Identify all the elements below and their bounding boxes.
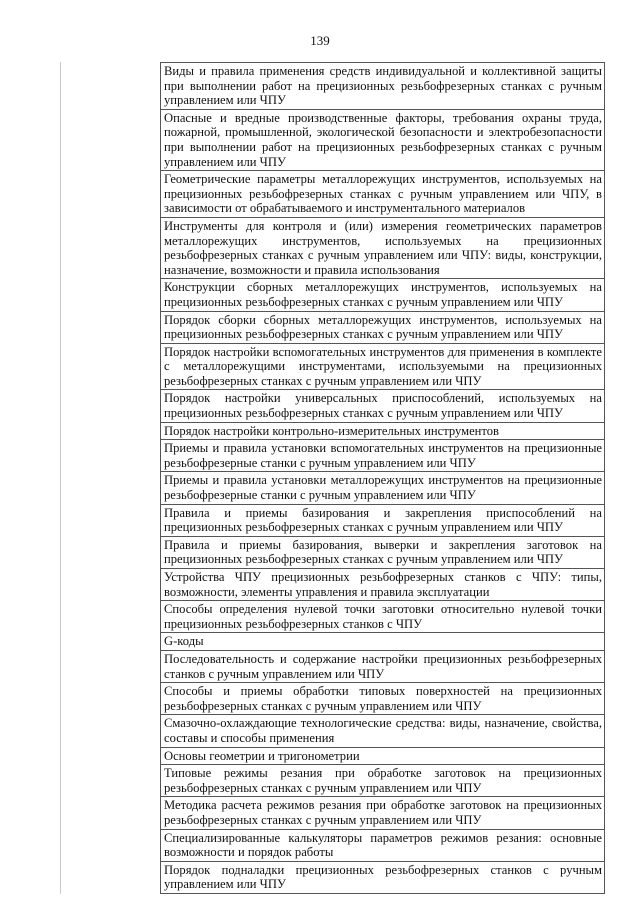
- table-row: Правила и приемы базирования, выверки и закрепления заготовок на прецизионных резьбофрезерных станках с ручным управлением или ЧПУ: [160, 536, 605, 568]
- table-row: Устройства ЧПУ прецизионных резьбофрезерных станков с ЧПУ: типы, возможности, элементы управления и правила эксплуатации: [160, 568, 605, 600]
- table-row: Методика расчета режимов резания при обработке заготовок на прецизионных резьбофрезерных станках с ручным управлением или ЧПУ: [160, 796, 605, 828]
- table-row: Способы определения нулевой точки заготовки относительно нулевой точки прецизионных резьбофрезерных станков с ЧПУ: [160, 600, 605, 632]
- table-row: Порядок подналадки прецизионных резьбофрезерных станков с ручным управлением или ЧПУ: [160, 861, 605, 894]
- page-number: 139: [310, 33, 330, 48]
- knowledge-table: [160, 62, 605, 894]
- table-row: Опасные и вредные производственные факторы, требования охраны труда, пожарной, промышленной, экологической безопасности и электробезопасности при выполнении работ на прецизионных резьбофрезерных станках с ручным управлением или ЧПУ: [160, 109, 605, 170]
- table-row: Порядок настройки вспомогательных инструментов для применения в комплекте с металлорежущими инструментами, используемыми на прецизионных резьбофрезерных станках с ручным управлением или ЧПУ: [160, 343, 605, 390]
- table-row: Правила и приемы базирования и закрепления приспособлений на прецизионных резьбофрезерных станках с ручным управлением или ЧПУ: [160, 504, 605, 536]
- table-row: Основы геометрии и тригонометрии: [160, 747, 605, 765]
- table-row: Последовательность и содержание настройки прецизионных резьбофрезерных станков с ручным управлением или ЧПУ: [160, 650, 605, 682]
- table-row: Специализированные калькуляторы параметров режимов резания: основные возможности и порядок работы: [160, 829, 605, 861]
- table-row: Типовые режимы резания при обработке заготовок на прецизионных резьбофрезерных станках с ручным управлением или ЧПУ: [160, 764, 605, 796]
- table-row: Порядок настройки контрольно-измерительных инструментов: [160, 422, 605, 440]
- table-row: Приемы и правила установки вспомогательных инструментов на прецизионные резьбофрезерные станки с ручным управлением или ЧПУ: [160, 439, 605, 471]
- table-row: G-коды: [160, 632, 605, 650]
- table-row: Приемы и правила установки металлорежущих инструментов на прецизионные резьбофрезерные станки с ручным управлением или ЧПУ: [160, 471, 605, 503]
- table-row: Конструкции сборных металлорежущих инструментов, используемых на прецизионных резьбофрезерных станках с ручным управлением или ЧПУ: [160, 278, 605, 310]
- table-row: Инструменты для контроля и (или) измерения геометрических параметров металлорежущих инструментов, используемых на прецизионных резьбофрезерных станках с ручным управлением или ЧПУ: виды, конструкции, назначение, возможности и правила использования: [160, 217, 605, 278]
- table-row: Смазочно-охлаждающие технологические средства: виды, назначение, свойства, составы и способы применения: [160, 714, 605, 746]
- table-row: Порядок настройки универсальных приспособлений, используемых на прецизионных резьбофрезерных станках с ручным управлением или ЧПУ: [160, 389, 605, 421]
- table-row: Порядок сборки сборных металлорежущих инструментов, используемых на прецизионных резьбофрезерных станках с ручным управлением или ЧПУ: [160, 311, 605, 343]
- table-row: Геометрические параметры металлорежущих инструментов, используемых на прецизионных резьбофрезерных станках с ручным управлением или ЧПУ, в зависимости от обрабатываемого и инструментального материалов: [160, 170, 605, 217]
- table-row: Виды и правила применения средств индивидуальной и коллективной защиты при выполнении работ на прецизионных резьбофрезерных станках с ручным управлением или ЧПУ: [160, 62, 605, 109]
- table-row: Способы и приемы обработки типовых поверхностей на прецизионных резьбофрезерных станках с ручным управлением или ЧПУ: [160, 682, 605, 714]
